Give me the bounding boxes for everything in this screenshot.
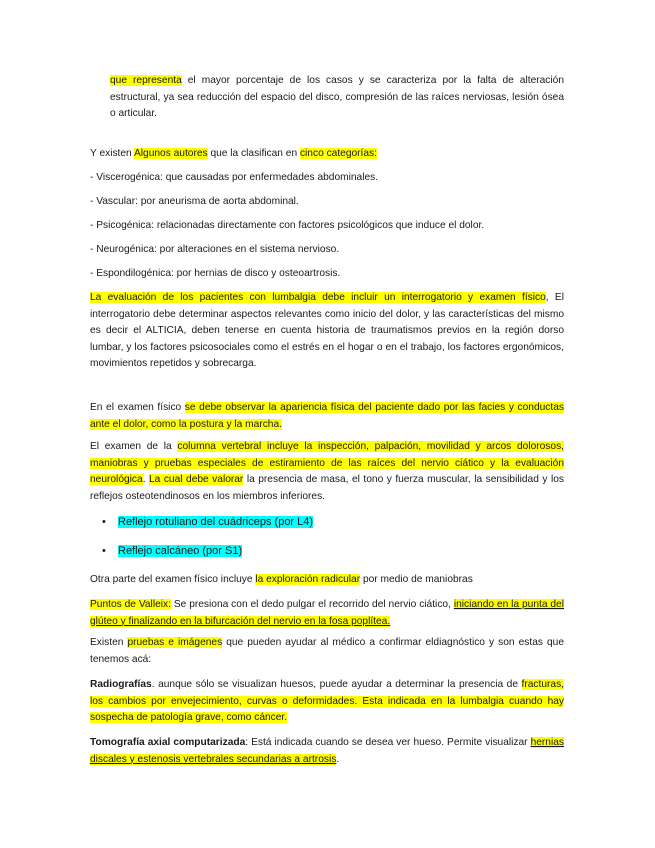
text: . xyxy=(336,753,340,765)
text: por medio de maniobras xyxy=(360,574,473,585)
category-item: - Neurogénica: por alteraciones en el sistema nervioso. xyxy=(90,244,340,255)
highlight: Puntos de Valleix: xyxy=(90,599,171,610)
text: El examen de la xyxy=(90,441,178,452)
category-item: - Psicogénica: relacionadas directamente con factores psicológicos que induce el dolor. xyxy=(90,220,485,231)
highlight: que representa xyxy=(110,75,182,86)
highlight-cyan: Reflejo rotuliano del cuádriceps (por L4) xyxy=(118,516,314,528)
text: Se presiona con el dedo pulgar el recorrido del nervio ciático, xyxy=(170,599,454,610)
highlight: se debe observar la apariencia física del paciente dado por las facies y conductas ante el dolor, como la postura y la marcha. xyxy=(90,402,564,430)
text: : Está indicada cuando se desea ver hueso. Permite visualizar xyxy=(245,737,531,748)
category-item: - Vascular: por aneurisma de aorta abdominal. xyxy=(90,196,299,207)
categories-intro xyxy=(90,146,564,163)
tomography-heading: Tomografía axial computarizada xyxy=(90,737,246,748)
highlight: cinco categorías: xyxy=(299,148,377,159)
text: Y existen xyxy=(90,148,134,159)
text: Existen xyxy=(90,637,128,648)
highlight: fracturas, los cambios por envejecimiento, curvas o deformidades. Esta indicada en la lumbalgia cuando hay sospecha de patología grave, como cáncer. xyxy=(90,679,564,724)
intro-paragraph xyxy=(110,73,564,123)
evaluation-paragraph xyxy=(90,290,564,373)
text: que la clasifican en xyxy=(207,148,300,159)
reflex-bullet xyxy=(90,541,242,561)
spine-exam-paragraph xyxy=(90,439,564,505)
radiography-heading: Radiografías xyxy=(90,679,152,690)
physical-exam-paragraph xyxy=(90,400,564,433)
highlight-cyan: Reflejo calcáneo (por S1) xyxy=(118,545,243,557)
tests-paragraph xyxy=(90,635,564,668)
bullet-icon: • xyxy=(102,516,106,528)
radicular-paragraph xyxy=(90,572,564,589)
tomography-paragraph xyxy=(90,735,564,768)
highlight-underlined: iniciando en la punta del glúteo y finalizando en la bifurcación del nervio en la fosa poplítea. xyxy=(90,599,564,627)
text: . aunque sólo se visualizan huesos, puede ayudar a determinar la presencia de xyxy=(151,679,522,690)
text: que pueden ayudar al médico a confirmar eldiagnóstico y son estas que tenemos acá: xyxy=(90,637,564,665)
highlight-underlined: hernias discales y estenosis vertebrales secundarias a artrosis xyxy=(90,737,564,765)
bullet-icon: • xyxy=(102,545,106,557)
category-item: - Espondilogénica: por hernias de disco y osteoartrosis. xyxy=(90,268,341,279)
intro-text: el mayor porcentaje de los casos y se caracteriza por la falta de alteración estructural, ya sea reducción del espacio del disco, compresión de las raíces nerviosas, lesión ósea o articular. xyxy=(110,75,564,120)
text: , El interrogatorio debe determinar aspectos relevantes como inicio del dolor, y las características del mismo es decir el ALTICIA, deben tenerse en cuenta historia de traumatismos previos en la región dorso lumbar, y los factores psicosociales como el estrés en el hogar o en el trabajo, los factores ergonómicos, movimientos repetidos y sobrecarga. xyxy=(90,292,564,370)
category-item: - Viscerogénica: que causadas por enfermedades abdominales. xyxy=(90,172,379,183)
highlight: La cual debe valorar xyxy=(149,474,244,486)
text: En el examen físico xyxy=(90,402,185,413)
text: la presencia de masa, el tono y fuerza muscular, la sensibilidad y los reflejos osteotendinosos en los miembros inferiores. xyxy=(90,474,564,502)
highlight: la exploración radicular xyxy=(255,574,361,585)
reflex-bullet xyxy=(90,512,313,532)
valleix-paragraph xyxy=(90,597,564,630)
highlight: Algunos autores xyxy=(134,148,208,159)
radiography-paragraph xyxy=(90,677,564,727)
highlight: pruebas e imágenes xyxy=(127,637,223,648)
highlight: columna vertebral incluye la inspección, palpación, movilidad y arcos dolorosos, maniobras y pruebas especiales de estiramiento de las raíces del nervio ciático y la evaluación neurológica xyxy=(90,441,564,486)
text: Otra parte del examen físico incluye xyxy=(90,574,256,585)
text: . xyxy=(142,474,150,486)
highlight: La evaluación de los pacientes con lumbalgia debe incluir un interrogatorio y examen físico xyxy=(90,292,546,303)
